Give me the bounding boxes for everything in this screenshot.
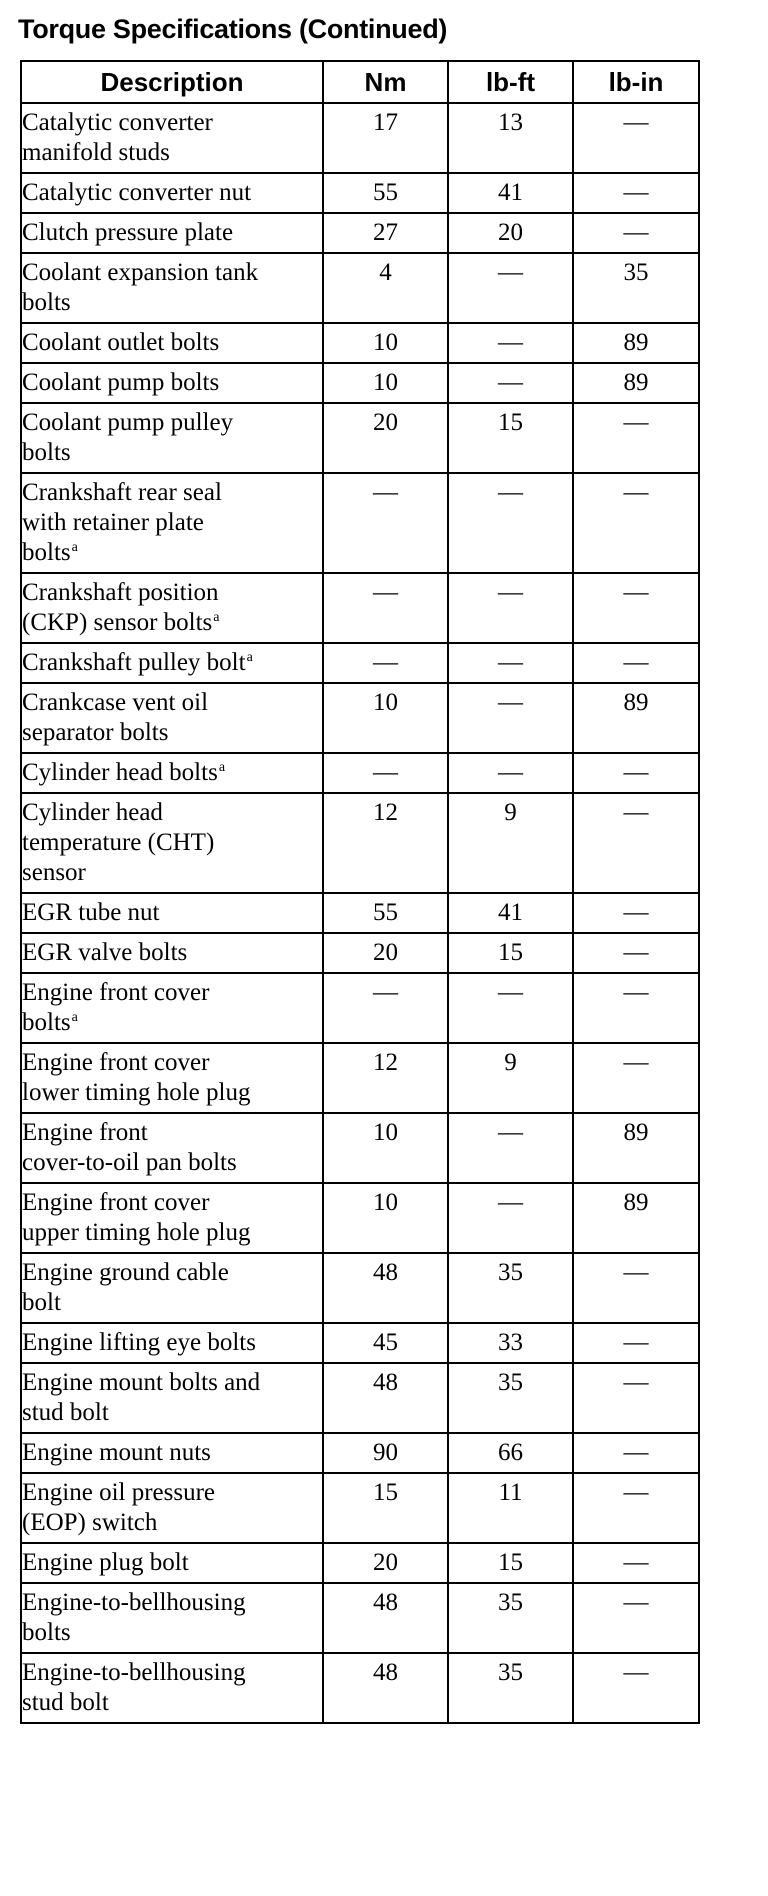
description-line: upper timing hole plug — [22, 1219, 251, 1246]
lbin-cell: — — [573, 1363, 699, 1433]
description-line: Engine mount nuts — [22, 1439, 211, 1466]
description-line: Clutch pressure plate — [22, 219, 234, 246]
table-row — [21, 213, 699, 253]
description-line: Crankshaft pulley bolt — [22, 649, 246, 676]
description-line: Crankshaft position — [22, 579, 219, 606]
lbin-cell: — — [573, 1323, 699, 1363]
description-cell — [21, 1043, 323, 1113]
table-row — [21, 403, 699, 473]
description-cell — [21, 973, 323, 1043]
table-row — [21, 1043, 699, 1113]
lbft-cell: 33 — [448, 1323, 573, 1363]
lbft-cell: 15 — [448, 403, 573, 473]
lbin-cell: 89 — [573, 1113, 699, 1183]
lbin-cell: 89 — [573, 683, 699, 753]
lbin-cell: — — [573, 573, 699, 643]
description-line: Engine-to-bellhousing — [22, 1589, 246, 1616]
description-line: bolts — [22, 439, 71, 466]
description-line: bolt — [22, 1289, 61, 1316]
lbin-cell: 89 — [573, 1183, 699, 1253]
description-cell — [21, 753, 323, 793]
lbft-cell: — — [448, 323, 573, 363]
lbin-cell: 89 — [573, 363, 699, 403]
description-line: sensor — [22, 859, 86, 886]
description-line: with retainer plate — [22, 509, 204, 536]
nm-cell: 17 — [323, 103, 448, 173]
nm-cell: 10 — [323, 363, 448, 403]
description-line: manifold studs — [22, 139, 170, 166]
lbin-cell: — — [573, 933, 699, 973]
description-line: Coolant pump bolts — [22, 369, 220, 396]
description-cell — [21, 403, 323, 473]
lbft-cell: 35 — [448, 1653, 573, 1723]
nm-cell: 20 — [323, 1543, 448, 1583]
description-line: (EOP) switch — [22, 1509, 158, 1536]
nm-cell: 15 — [323, 1473, 448, 1543]
description-line: bolts — [22, 289, 71, 316]
lbin-cell: — — [573, 1583, 699, 1653]
nm-cell: 10 — [323, 683, 448, 753]
description-line: Engine front cover — [22, 1049, 210, 1076]
description-cell — [21, 1473, 323, 1543]
lbft-cell: 13 — [448, 103, 573, 173]
table-row — [21, 893, 699, 933]
footnote-marker: a — [71, 1010, 78, 1025]
description-line: (CKP) sensor bolts — [22, 609, 213, 636]
description-cell — [21, 363, 323, 403]
table-row — [21, 1433, 699, 1473]
page-title: Torque Specifications (Continued) — [18, 14, 448, 44]
table-row — [21, 103, 699, 173]
description-line: Engine ground cable — [22, 1259, 229, 1286]
lbft-cell: 41 — [448, 893, 573, 933]
nm-cell: 48 — [323, 1653, 448, 1723]
lbft-cell: 11 — [448, 1473, 573, 1543]
description-cell — [21, 1253, 323, 1323]
table-row — [21, 363, 699, 403]
description-cell — [21, 1583, 323, 1653]
description-cell — [21, 1543, 323, 1583]
description-line: bolts — [22, 539, 71, 566]
lbft-cell: — — [448, 1113, 573, 1183]
nm-cell: 45 — [323, 1323, 448, 1363]
lbft-cell: 35 — [448, 1583, 573, 1653]
description-line: stud bolt — [22, 1689, 109, 1716]
column-header-lbft: lb-ft — [448, 61, 573, 103]
table-row — [21, 973, 699, 1043]
table-row — [21, 253, 699, 323]
lbin-cell: — — [573, 1473, 699, 1543]
nm-cell: 48 — [323, 1583, 448, 1653]
description-line: Engine oil pressure — [22, 1479, 216, 1506]
lbft-cell: — — [448, 473, 573, 573]
nm-cell: 55 — [323, 173, 448, 213]
nm-cell: 12 — [323, 1043, 448, 1113]
description-line: Engine mount bolts and — [22, 1369, 261, 1396]
description-line: Cylinder head — [22, 799, 163, 826]
lbin-cell: 35 — [573, 253, 699, 323]
nm-cell: 55 — [323, 893, 448, 933]
description-cell — [21, 1363, 323, 1433]
table-body — [21, 103, 699, 1723]
lbft-cell: 35 — [448, 1363, 573, 1433]
table-row — [21, 1323, 699, 1363]
description-cell — [21, 893, 323, 933]
table-row — [21, 1253, 699, 1323]
lbft-cell: — — [448, 973, 573, 1043]
description-cell — [21, 643, 323, 683]
lbin-cell: — — [573, 1253, 699, 1323]
description-line: Engine-to-bellhousing — [22, 1659, 246, 1686]
footnote-marker: a — [213, 610, 220, 625]
table-row — [21, 683, 699, 753]
description-cell — [21, 213, 323, 253]
nm-cell: 20 — [323, 403, 448, 473]
description-cell — [21, 253, 323, 323]
lbft-cell: 41 — [448, 173, 573, 213]
nm-cell: 4 — [323, 253, 448, 323]
torque-table — [20, 60, 700, 1724]
lbft-cell: 15 — [448, 1543, 573, 1583]
column-header-description: Description — [21, 61, 323, 103]
column-header-nm: Nm — [323, 61, 448, 103]
table-row — [21, 473, 699, 573]
lbft-cell: 15 — [448, 933, 573, 973]
table-row — [21, 573, 699, 643]
lbin-cell: — — [573, 643, 699, 683]
description-line: Engine front cover — [22, 1189, 210, 1216]
nm-cell: 12 — [323, 793, 448, 893]
nm-cell: 48 — [323, 1363, 448, 1433]
nm-cell: — — [323, 643, 448, 683]
description-cell — [21, 173, 323, 213]
description-line: Engine lifting eye bolts — [22, 1329, 256, 1356]
lbin-cell: — — [573, 173, 699, 213]
description-line: cover-to-oil pan bolts — [22, 1149, 237, 1176]
description-line: bolts — [22, 1619, 71, 1646]
description-cell — [21, 683, 323, 753]
table-header-row — [21, 61, 699, 103]
description-line: separator bolts — [22, 719, 169, 746]
nm-cell: 90 — [323, 1433, 448, 1473]
table-row — [21, 173, 699, 213]
description-line: bolts — [22, 1009, 71, 1036]
lbft-cell: — — [448, 1183, 573, 1253]
description-cell — [21, 1183, 323, 1253]
nm-cell: 10 — [323, 1183, 448, 1253]
lbft-cell: 66 — [448, 1433, 573, 1473]
lbin-cell: — — [573, 1543, 699, 1583]
lbin-cell: — — [573, 1653, 699, 1723]
description-cell — [21, 1653, 323, 1723]
lbft-cell: — — [448, 253, 573, 323]
table-row — [21, 1113, 699, 1183]
nm-cell: — — [323, 473, 448, 573]
description-line: EGR tube nut — [22, 899, 160, 926]
description-cell — [21, 793, 323, 893]
lbin-cell: — — [573, 793, 699, 893]
table-row — [21, 1183, 699, 1253]
lbin-cell: — — [573, 403, 699, 473]
nm-cell: 10 — [323, 323, 448, 363]
lbin-cell: — — [573, 893, 699, 933]
table-row — [21, 1653, 699, 1723]
table-row — [21, 1473, 699, 1543]
lbft-cell: 9 — [448, 1043, 573, 1113]
lbin-cell: — — [573, 103, 699, 173]
nm-cell: 27 — [323, 213, 448, 253]
nm-cell: 48 — [323, 1253, 448, 1323]
lbin-cell: — — [573, 213, 699, 253]
lbin-cell: — — [573, 473, 699, 573]
lbft-cell: — — [448, 643, 573, 683]
lbft-cell: 9 — [448, 793, 573, 893]
description-line: Engine plug bolt — [22, 1549, 189, 1576]
lbin-cell: — — [573, 753, 699, 793]
description-line: temperature (CHT) — [22, 829, 215, 856]
description-line: lower timing hole plug — [22, 1079, 251, 1106]
lbin-cell: — — [573, 1043, 699, 1113]
description-line: Crankshaft rear seal — [22, 479, 222, 506]
lbin-cell: 89 — [573, 323, 699, 363]
table-row — [21, 753, 699, 793]
description-cell — [21, 473, 323, 573]
lbin-cell: — — [573, 973, 699, 1043]
description-cell — [21, 573, 323, 643]
lbft-cell: 35 — [448, 1253, 573, 1323]
table-row — [21, 1363, 699, 1433]
lbft-cell: 20 — [448, 213, 573, 253]
description-line: Coolant pump pulley — [22, 409, 234, 436]
footnote-marker: a — [71, 540, 78, 555]
description-line: EGR valve bolts — [22, 939, 188, 966]
nm-cell: — — [323, 753, 448, 793]
lbft-cell: — — [448, 363, 573, 403]
lbft-cell: — — [448, 683, 573, 753]
nm-cell: — — [323, 973, 448, 1043]
description-line: Coolant outlet bolts — [22, 329, 220, 356]
description-line: stud bolt — [22, 1399, 109, 1426]
lbin-cell: — — [573, 1433, 699, 1473]
lbft-cell: — — [448, 573, 573, 643]
description-cell — [21, 103, 323, 173]
description-cell — [21, 933, 323, 973]
nm-cell: 20 — [323, 933, 448, 973]
description-line: Crankcase vent oil — [22, 689, 209, 716]
table-row — [21, 933, 699, 973]
table-row — [21, 793, 699, 893]
description-cell — [21, 1433, 323, 1473]
footnote-marker: a — [246, 650, 253, 665]
description-cell — [21, 323, 323, 363]
description-line: Cylinder head bolts — [22, 759, 218, 786]
description-line: Engine front cover — [22, 979, 210, 1006]
description-line: Coolant expansion tank — [22, 259, 259, 286]
table-row — [21, 1543, 699, 1583]
table-row — [21, 323, 699, 363]
description-line: Engine front — [22, 1119, 148, 1146]
description-cell — [21, 1113, 323, 1183]
description-cell — [21, 1323, 323, 1363]
description-line: Catalytic converter nut — [22, 179, 252, 206]
table-row — [21, 1583, 699, 1653]
footnote-marker: a — [218, 760, 226, 775]
description-line: Catalytic converter — [22, 109, 213, 136]
nm-cell: 10 — [323, 1113, 448, 1183]
lbft-cell: — — [448, 753, 573, 793]
table-row — [21, 643, 699, 683]
nm-cell: — — [323, 573, 448, 643]
column-header-lbin: lb-in — [573, 61, 699, 103]
